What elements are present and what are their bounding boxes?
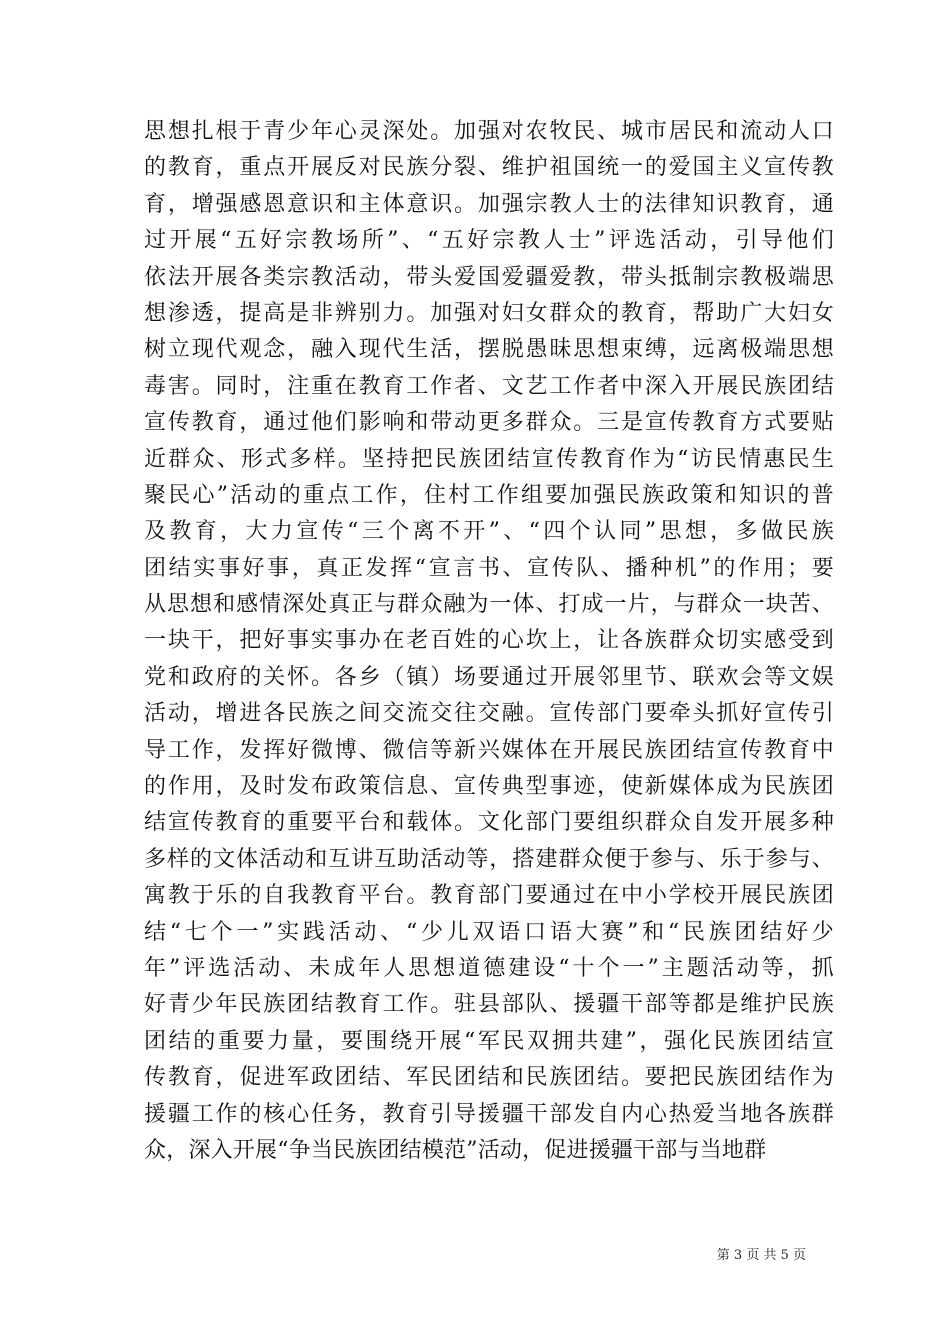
- text-line: 聚民心”活动的重点工作，住村工作组要加强民族政策和知识的普: [144, 482, 834, 508]
- text-line: 团结的重要力量，要围绕开展“军民双拥共建”，强化民族团结宣: [144, 1028, 834, 1054]
- text-line: 思想扎根于青少年心灵深处。加强对农牧民、城市居民和流动人口: [144, 119, 834, 144]
- text-line: 结“七个一”实践活动、“少儿双语口语大赛”和“民族团结好少: [144, 919, 834, 945]
- text-line: 育，增强感恩意识和主体意识。加强宗教人士的法律知识教育，通: [144, 191, 834, 217]
- text-line: 团结实事好事，真正发挥“宣言书、宣传队、播种机”的作用；要: [144, 555, 834, 581]
- text-line: 过开展“五好宗教场所”、“五好宗教人士”评选活动，引导他们: [144, 228, 834, 254]
- text-line: 寓教于乐的自我教育平台。教育部门要通过在中小学校开展民族团: [144, 883, 834, 909]
- text-line: 及教育，大力宣传“三个离不开”、“四个认同”思想，多做民族: [144, 519, 834, 545]
- text-line: 的教育，重点开展反对民族分裂、维护祖国统一的爱国主义宣传教: [144, 155, 834, 181]
- text-line: 党和政府的关怀。各乡（镇）场要通过开展邻里节、联欢会等文娱: [144, 664, 834, 690]
- text-line: 援疆工作的核心任务，教育引导援疆干部发自内心热爱当地各族群: [144, 1101, 834, 1127]
- page-indicator: 第 3 页 共 5 页: [716, 1248, 806, 1263]
- text-line: 众，深入开展“争当民族团结模范”活动，促进援疆干部与当地群: [144, 1137, 767, 1163]
- text-line: 传教育，促进军政团结、军民团结和民族团结。要把民族团结作为: [144, 1065, 834, 1091]
- body-text: [144, 114, 834, 1169]
- text-line: 活动，增进各民族之间交流交往交融。宣传部门要牵头抓好宣传引: [144, 701, 834, 727]
- text-line: 树立现代观念，融入现代生活，摆脱愚昧思想束缚，远离极端思想: [144, 337, 834, 363]
- text-line: 好青少年民族团结教育工作。驻县部队、援疆干部等都是维护民族: [144, 992, 834, 1018]
- text-line: 从思想和感情深处真正与群众融为一体、打成一片，与群众一块苦、: [144, 592, 834, 618]
- text-line: 年”评选活动、未成年人思想道德建设“十个一”主题活动等，抓: [144, 955, 834, 981]
- text-line: 一块干，把好事实事办在老百姓的心坎上，让各族群众切实感受到: [144, 628, 834, 654]
- text-line: 近群众、形式多样。坚持把民族团结宣传教育作为“访民情惠民生: [144, 446, 834, 472]
- text-line: 毒害。同时，注重在教育工作者、文艺工作者中深入开展民族团结: [144, 373, 834, 399]
- text-line: 想渗透，提高是非辨别力。加强对妇女群众的教育，帮助广大妇女: [144, 300, 834, 326]
- text-line: 导工作，发挥好微博、微信等新兴媒体在开展民族团结宣传教育中: [144, 737, 834, 763]
- text-line: 的作用，及时发布政策信息、宣传典型事迹，使新媒体成为民族团: [144, 774, 834, 800]
- text-line: 多样的文体活动和互讲互助活动等，搭建群众便于参与、乐于参与、: [144, 846, 834, 872]
- text-line: 依法开展各类宗教活动，带头爱国爱疆爱教，带头抵制宗教极端思: [144, 264, 834, 290]
- text-line: 结宣传教育的重要平台和载体。文化部门要组织群众自发开展多种: [144, 810, 834, 836]
- text-line: 宣传教育，通过他们影响和带动更多群众。三是宣传教育方式要贴: [144, 410, 834, 436]
